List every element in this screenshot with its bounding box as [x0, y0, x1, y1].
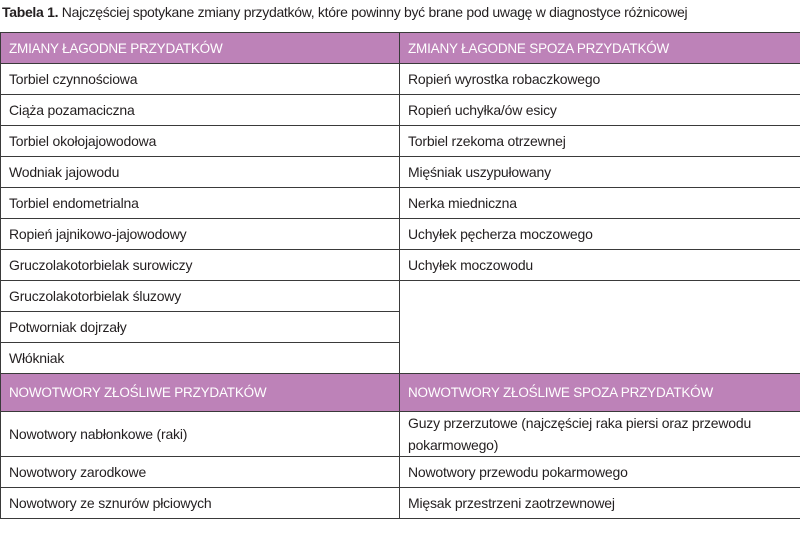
table-row [1, 126, 800, 157]
table-cell: Ropień jajnikowo-jajowodowy [1, 219, 400, 250]
table-cell: Nowotwory zarodkowe [1, 457, 400, 488]
table-caption [2, 3, 798, 21]
header-malignant-non-adnexal: NOWOTWORY ZŁOŚLIWE SPOZA PRZYDATKÓW [400, 374, 800, 412]
table-cell: Nerka miedniczna [400, 188, 800, 219]
header-malignant-adnexal: NOWOTWORY ZŁOŚLIWE PRZYDATKÓW [1, 374, 400, 412]
table-row [1, 488, 800, 519]
table-cell: Gruczolakotorbielak surowiczy [1, 250, 400, 281]
table-cell: Ropień uchyłka/ów esicy [400, 95, 800, 126]
table-cell: Gruczolakotorbielak śluzowy [1, 281, 400, 312]
differential-diagnosis-table [0, 32, 800, 519]
table-cell: Wodniak jajowodu [1, 157, 400, 188]
table-cell: Torbiel rzekoma otrzewnej [400, 126, 800, 157]
table-cell: Mięśniak uszypułowany [400, 157, 800, 188]
table-row [1, 64, 800, 95]
table-cell: Nowotwory nabłonkowe (raki) [1, 412, 400, 457]
header-benign-non-adnexal: ZMIANY ŁAGODNE SPOZA PRZYDATKÓW [400, 33, 800, 64]
empty-cell [400, 281, 800, 374]
table-cell: Mięsak przestrzeni zaotrzewnowej [400, 488, 800, 519]
table-row [1, 157, 800, 188]
table-row [1, 250, 800, 281]
table-header-row [1, 374, 800, 412]
table-cell: Guzy przerzutowe (najczęściej raka piersi oraz przewodu pokarmowego) [400, 412, 800, 457]
table-cell: Nowotwory ze sznurów płciowych [1, 488, 400, 519]
table-cell: Uchyłek pęcherza moczowego [400, 219, 800, 250]
table-cell: Torbiel endometrialna [1, 188, 400, 219]
table-cell: Potworniak dojrzały [1, 312, 400, 343]
table-caption-text: Najczęściej spotykane zmiany przydatków, które powinny być brane pod uwagę w diagnostyce różnicowej [58, 4, 688, 20]
table-row [1, 281, 800, 312]
table-row [1, 412, 800, 457]
table-cell: Torbiel czynnościowa [1, 64, 400, 95]
header-benign-adnexal: ZMIANY ŁAGODNE PRZYDATKÓW [1, 33, 400, 64]
table-cell: Uchyłek moczowodu [400, 250, 800, 281]
table-header-row [1, 33, 800, 64]
table-row [1, 188, 800, 219]
table-row [1, 457, 800, 488]
table-cell: Torbiel okołojajowodowa [1, 126, 400, 157]
table-cell: Nowotwory przewodu pokarmowego [400, 457, 800, 488]
table-row [1, 95, 800, 126]
table-caption-label: Tabela 1. [2, 4, 59, 20]
table-cell: Ropień wyrostka robaczkowego [400, 64, 800, 95]
table-cell: Ciąża pozamaciczna [1, 95, 400, 126]
table-row [1, 219, 800, 250]
table-cell: Włókniak [1, 343, 400, 374]
